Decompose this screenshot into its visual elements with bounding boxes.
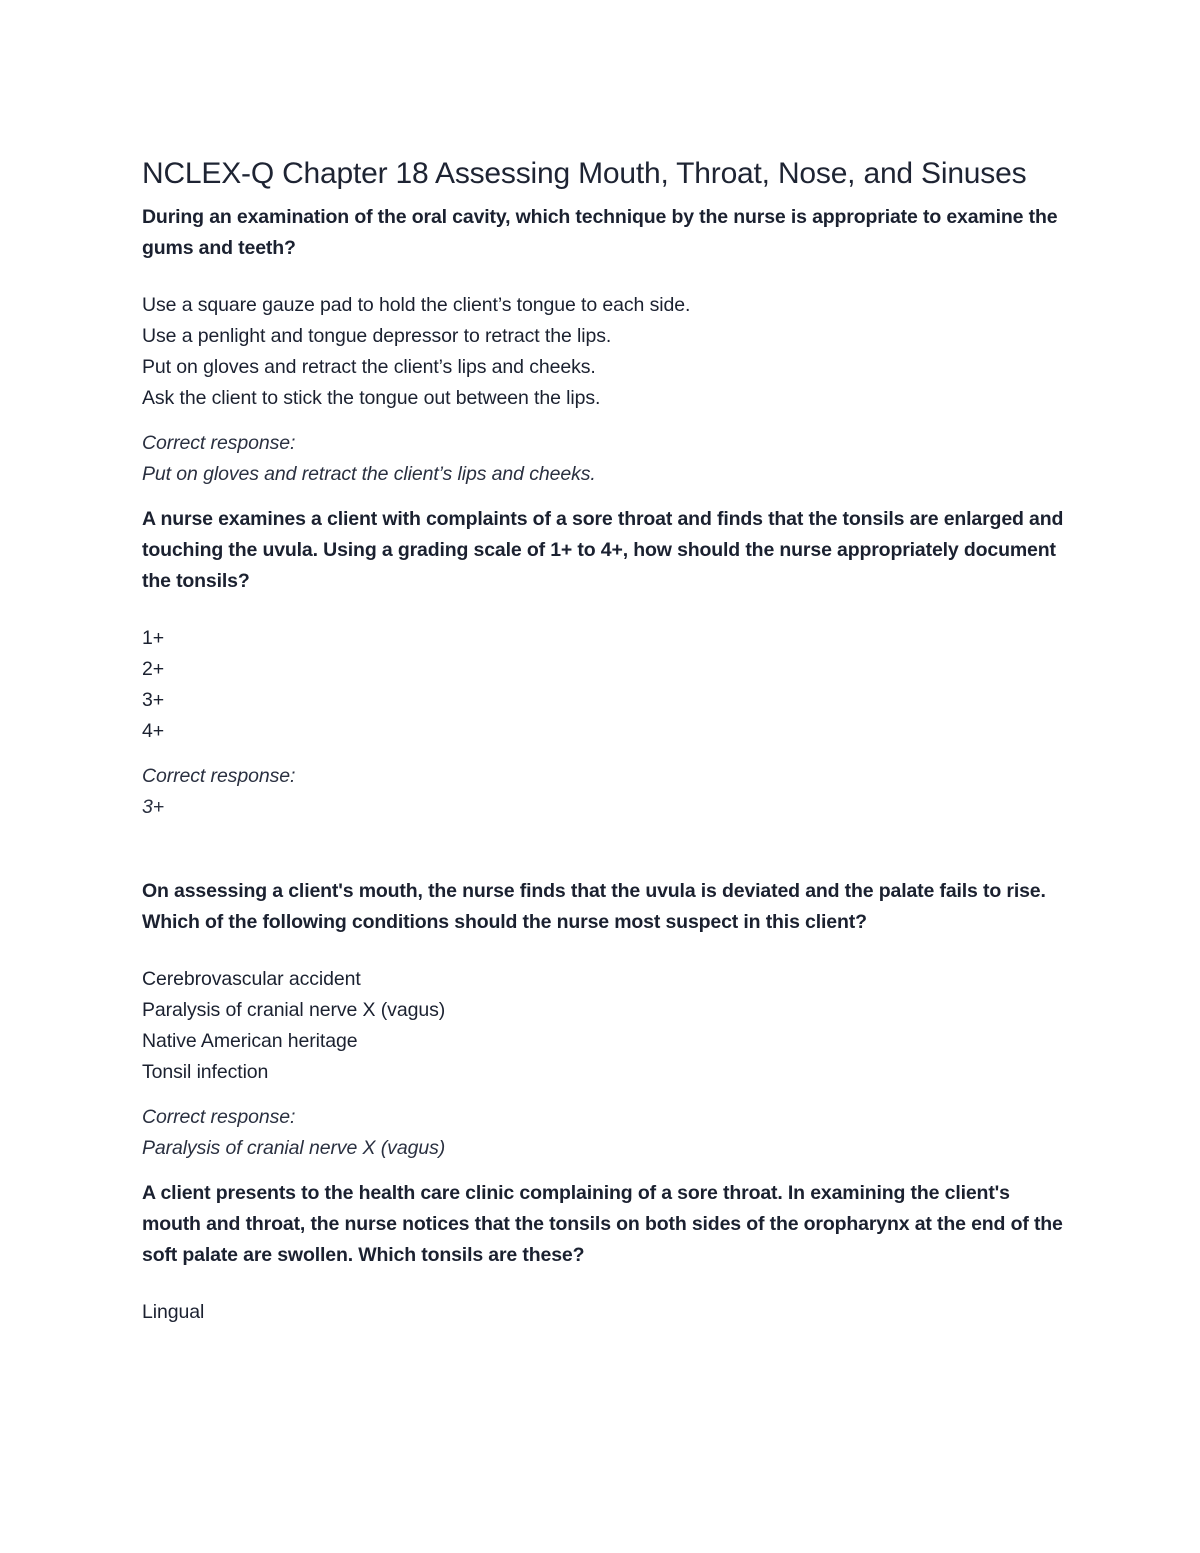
answer-option: 1+: [142, 627, 165, 649]
answer-option: Put on gloves and retract the client’s lips and cheeks.: [142, 356, 596, 378]
correct-response: [142, 428, 1072, 490]
answer-options: [142, 1297, 1072, 1328]
question-block-1: [142, 202, 1072, 490]
answer-option: 2+: [142, 658, 165, 680]
question-block-4: [142, 1178, 1072, 1328]
answer-option: Use a square gauze pad to hold the client’s tongue to each side.: [142, 294, 691, 316]
answer-option: 3+: [142, 689, 165, 711]
answer-option: Paralysis of cranial nerve X (vagus): [142, 999, 446, 1021]
document-page: [142, 150, 1072, 1328]
question-prompt: A client presents to the health care clinic complaining of a sore throat. In examining the client's mouth and throat, the nurse notices that the tonsils on both sides of the oropharynx at the end of the soft palate are swollen. Which tonsils are these?: [142, 1182, 1063, 1266]
document-title: NCLEX-Q Chapter 18 Assessing Mouth, Throat, Nose, and Sinuses: [142, 157, 1027, 190]
answer-option: Native American heritage: [142, 1030, 358, 1052]
correct-response: [142, 761, 1072, 823]
question-block-2: [142, 504, 1072, 823]
answer-option: Cerebrovascular accident: [142, 968, 361, 990]
correct-response-value: Paralysis of cranial nerve X (vagus): [142, 1137, 446, 1159]
correct-response-label: Correct response:: [142, 765, 296, 787]
question-prompt: A nurse examines a client with complaints of a sore throat and finds that the tonsils are enlarged and touching the uvula. Using a grading scale of 1+ to 4+, how should the nurse appropriately document the tonsils?: [142, 508, 1064, 592]
correct-response-label: Correct response:: [142, 1106, 296, 1128]
question-prompt: During an examination of the oral cavity, which technique by the nurse is appropriate to examine the gums and teeth?: [142, 206, 1058, 259]
answer-option: Ask the client to stick the tongue out between the lips.: [142, 387, 601, 409]
correct-response-label: Correct response:: [142, 432, 296, 454]
question-prompt: On assessing a client's mouth, the nurse finds that the uvula is deviated and the palate fails to rise. Which of the following conditions should the nurse most suspect in this client?: [142, 880, 1046, 933]
answer-option: Lingual: [142, 1301, 205, 1323]
question-block-3: [142, 876, 1072, 1164]
correct-response: [142, 1102, 1072, 1164]
answer-option: 4+: [142, 720, 165, 742]
correct-response-value: 3+: [142, 796, 165, 818]
answer-option: Use a penlight and tongue depressor to retract the lips.: [142, 325, 612, 347]
answer-options: [142, 623, 1072, 747]
answer-option: Tonsil infection: [142, 1061, 269, 1083]
answer-options: [142, 290, 1072, 414]
correct-response-value: Put on gloves and retract the client’s lips and cheeks.: [142, 463, 596, 485]
answer-options: [142, 964, 1072, 1088]
